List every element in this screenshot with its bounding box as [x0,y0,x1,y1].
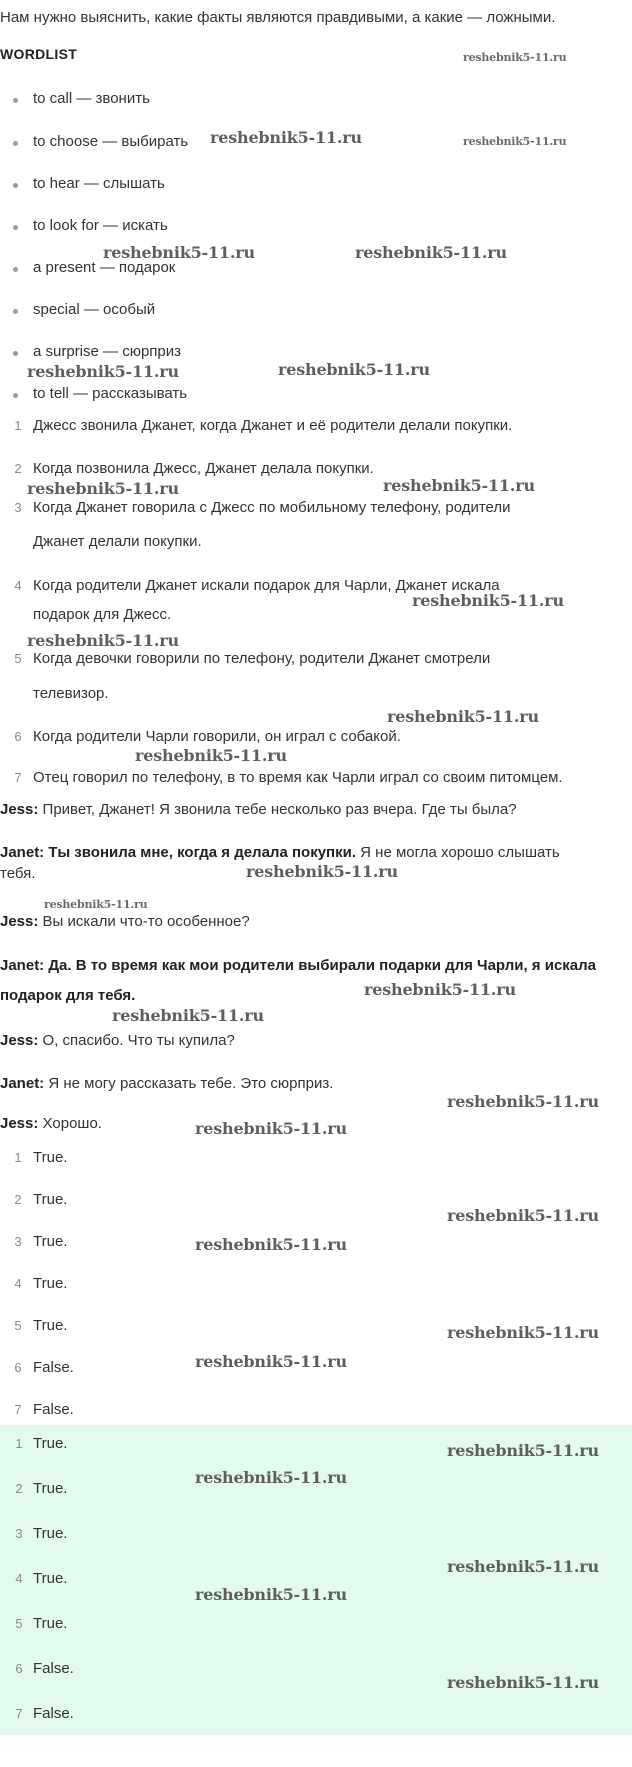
statement-number: 2 [14,461,22,476]
answer-number: 3 [14,1234,22,1249]
answer-number: 4 [15,1571,23,1586]
watermark: reshebnik5-11.ru [447,1673,599,1692]
answer-number: 2 [14,1192,22,1207]
wordlist-item: to hear — слышать [33,175,165,192]
answer-number: 4 [14,1276,22,1291]
watermark: reshebnik5-11.ru [27,631,179,650]
answer-number: 5 [15,1616,23,1631]
speaker-name: Janet: [0,1075,45,1092]
answer-text: True. [33,1525,68,1542]
answer-text: True. [33,1480,68,1497]
watermark: reshebnik5-11.ru [27,362,179,381]
watermark: reshebnik5-11.ru [463,135,567,148]
speaker-name: Jess: [0,913,39,930]
dialogue-line: подарок для тебя. [0,987,136,1004]
bullet-icon [13,351,18,356]
watermark: reshebnik5-11.ru [364,980,516,999]
bullet-icon [13,98,18,103]
watermark: reshebnik5-11.ru [278,360,430,379]
statement-text: подарок для Джесс. [33,606,172,623]
answer-text: True. [33,1317,68,1334]
watermark: reshebnik5-11.ru [246,862,398,881]
wordlist-item: to tell — рассказывать [33,385,188,402]
answer-text: True. [33,1149,68,1166]
watermark: reshebnik5-11.ru [447,1206,599,1225]
answer-number: 1 [14,1150,22,1165]
statement-text: Когда позвонила Джесс, Джанет делала покупки. [33,460,374,477]
wordlist-item: to choose — выбирать [33,133,189,150]
answer-text: True. [33,1191,68,1208]
statement-text: Когда родители Чарли говорили, он играл с собакой. [33,728,401,745]
watermark: reshebnik5-11.ru [195,1235,347,1254]
bullet-icon [13,309,18,314]
dialogue-line: Jess: О, спасибо. Что ты купила? [0,1032,235,1049]
answer-text: False. [33,1660,74,1677]
statement-number: 7 [14,770,22,785]
bullet-icon [13,183,18,188]
intro-text: Нам нужно выяснить, какие факты являются правдивыми, а какие — ложными. [0,9,556,26]
answer-number: 7 [14,1402,22,1417]
watermark: reshebnik5-11.ru [447,1092,599,1111]
statement-number: 6 [14,729,22,744]
wordlist-item: special — особый [33,301,156,318]
watermark: reshebnik5-11.ru [412,591,564,610]
wordlist-item: to call — звонить [33,90,150,107]
answer-text: True. [33,1615,68,1632]
dialogue-line: Jess: Хорошо. [0,1115,102,1132]
wordlist-item: a surprise — сюрприз [33,343,182,360]
answer-number: 6 [14,1360,22,1375]
answer-number: 6 [15,1661,23,1676]
answer-text: False. [33,1401,74,1418]
watermark: reshebnik5-11.ru [355,243,507,262]
answer-number: 5 [14,1318,22,1333]
speaker-name: Janet: [0,957,45,974]
speaker-name: Janet: [0,844,45,861]
statement-text: Когда девочки говорили по телефону, родители Джанет смотрели [33,650,491,667]
answer-text: True. [33,1275,68,1292]
answer-text: True. [33,1435,68,1452]
statement-text: Когда Джанет говорила с Джесс по мобильному телефону, родители [33,499,511,516]
speaker-name: Jess: [0,1032,39,1049]
statement-text: Отец говорил по телефону, в то время как Чарли играл со своим питомцем. [33,769,563,786]
statement-text: Джесс звонила Джанет, когда Джанет и её родители делали покупки. [33,417,513,434]
answer-text: False. [33,1359,74,1376]
watermark: reshebnik5-11.ru [447,1557,599,1576]
answer-text: True. [33,1570,68,1587]
statement-number: 1 [14,418,22,433]
answer-text: True. [33,1233,68,1250]
dialogue-line: Jess: Вы искали что-то особенное? [0,913,250,930]
dialogue-line: тебя. [0,865,36,882]
dialogue-line: Jess: Привет, Джанет! Я звонила тебе несколько раз вчера. Где ты была? [0,801,517,818]
statement-text: Когда родители Джанет искали подарок для Чарли, Джанет искала [33,577,500,594]
statement-number: 4 [14,578,22,593]
watermark: reshebnik5-11.ru [195,1585,347,1604]
answer-number: 3 [15,1526,23,1541]
watermark: reshebnik5-11.ru [447,1323,599,1342]
watermark: reshebnik5-11.ru [103,243,255,262]
watermark: reshebnik5-11.ru [387,707,539,726]
dialogue-line: Janet: Ты звонила мне, когда я делала покупки. Я не могла хорошо слышать [0,844,560,861]
bullet-icon [13,141,18,146]
speaker-name: Jess: [0,1115,39,1132]
answer-text: False. [33,1705,74,1722]
bullet-icon [13,393,18,398]
watermark: reshebnik5-11.ru [463,51,567,64]
speaker-name: Jess: [0,801,39,818]
dialogue-line: Janet: Да. В то время как мои родители выбирали подарки для Чарли, я искала [0,957,597,974]
statement-number: 3 [14,500,22,515]
statement-number: 5 [14,651,22,666]
answer-number: 2 [15,1481,23,1496]
watermark: reshebnik5-11.ru [27,479,179,498]
watermark: reshebnik5-11.ru [135,746,287,765]
watermark: reshebnik5-11.ru [447,1441,599,1460]
watermark: reshebnik5-11.ru [112,1006,264,1025]
wordlist-title: WORDLIST [0,46,78,62]
watermark: reshebnik5-11.ru [195,1468,347,1487]
answer-number: 1 [15,1436,23,1451]
dialogue-line: Janet: Я не могу рассказать тебе. Это сюрприз. [0,1075,334,1092]
statement-text: телевизор. [33,685,109,702]
bullet-icon [13,267,18,272]
bullet-icon [13,225,18,230]
wordlist-item: a present — подарок [33,259,176,276]
wordlist-item: to look for — искать [33,217,168,234]
watermark: reshebnik5-11.ru [383,476,535,495]
watermark: reshebnik5-11.ru [44,898,148,911]
watermark: reshebnik5-11.ru [195,1119,347,1138]
watermark: reshebnik5-11.ru [195,1352,347,1371]
statement-text: Джанет делали покупки. [33,533,202,550]
answer-number: 7 [15,1706,23,1721]
watermark: reshebnik5-11.ru [210,128,362,147]
